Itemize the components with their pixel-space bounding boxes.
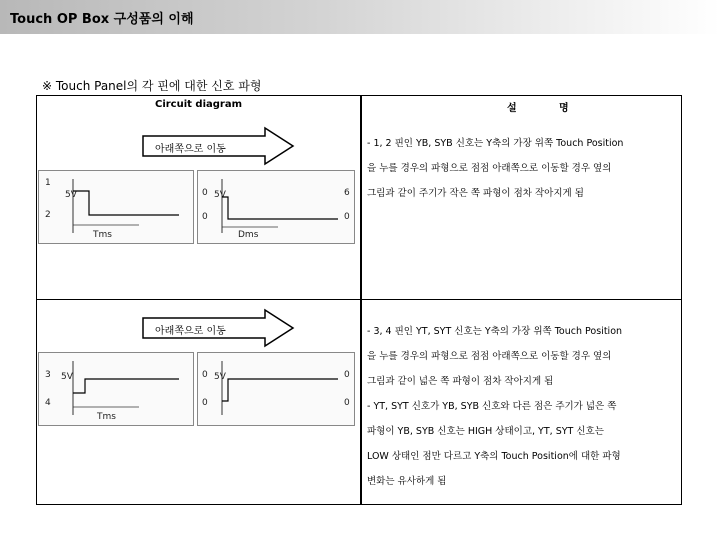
pin-label: 4	[45, 398, 51, 408]
arrow-label-row2: 아래쪽으로 이동	[155, 326, 226, 337]
desc-line: 그림과 같이 주기가 작은 쪽 파형이 점차 작아지게 됨	[367, 188, 584, 199]
pin-label: 0	[202, 212, 208, 222]
side-label: 0	[344, 398, 350, 408]
waveform-diagram-right-row1	[197, 170, 355, 244]
voltage-label: 5V	[61, 372, 73, 382]
width-label: Tms	[93, 230, 112, 240]
header-description-1: 설	[507, 103, 517, 114]
waveform-diagram-left-row2	[38, 352, 194, 426]
desc-line: LOW 상태인 점만 다르고 Y축의 Touch Position에 대한 파형	[367, 451, 621, 462]
voltage-label: 5V	[214, 190, 226, 200]
desc-line: 파형이 YB, SYB 신호는 HIGH 상태이고, YT, SYT 신호는	[367, 426, 604, 437]
section-subtitle: ※ Touch Panel의 각 핀에 대한 신호 파형	[42, 79, 262, 93]
arrow-label-row1: 아래쪽으로 이동	[155, 144, 226, 155]
desc-line: - YT, SYT 신호가 YB, SYB 신호와 다른 점은 주기가 넓은 쪽	[367, 401, 617, 412]
waveform-diagram-right-row2	[197, 352, 355, 426]
desc-line: 을 누를 경우의 파형으로 점점 아래쪽으로 이동할 경우 옆의	[367, 351, 612, 362]
voltage-label: 5V	[65, 190, 77, 200]
header-circuit-diagram: Circuit diagram	[154, 99, 243, 110]
description-row1	[367, 131, 677, 206]
voltage-label: 5V	[214, 372, 226, 382]
desc-line: 그림과 같이 넓은 쪽 파형이 점차 작아지게 됨	[367, 376, 554, 387]
side-label: 6	[344, 188, 350, 198]
pin-label: 3	[45, 370, 51, 380]
waveform-diagram-left-row1	[38, 170, 194, 244]
width-label: Tms	[97, 412, 116, 422]
pin-label: 0	[202, 370, 208, 380]
width-label: Dms	[238, 230, 259, 240]
desc-line: 변화는 유사하게 됨	[367, 476, 447, 487]
header-description-2: 명	[559, 103, 569, 114]
side-label: 0	[344, 212, 350, 222]
desc-line: - 1, 2 핀인 YB, SYB 신호는 Y축의 가장 위쪽 Touch Position	[367, 138, 624, 149]
row-divider	[37, 299, 681, 300]
signal-table	[36, 95, 682, 505]
pin-label: 2	[45, 210, 51, 220]
page-title: Touch OP Box 구성품의 이해	[10, 12, 194, 27]
description-row2	[367, 319, 677, 494]
column-divider	[360, 96, 362, 504]
desc-line: 을 누를 경우의 파형으로 점점 아래쪽으로 이동할 경우 옆의	[367, 163, 612, 174]
title-bar	[0, 0, 720, 34]
desc-line: - 3, 4 핀인 YT, SYT 신호는 Y축의 가장 위쪽 Touch Position	[367, 326, 623, 337]
pin-label: 0	[202, 398, 208, 408]
side-label: 0	[344, 370, 350, 380]
pin-label: 0	[202, 188, 208, 198]
pin-label: 1	[45, 178, 51, 188]
